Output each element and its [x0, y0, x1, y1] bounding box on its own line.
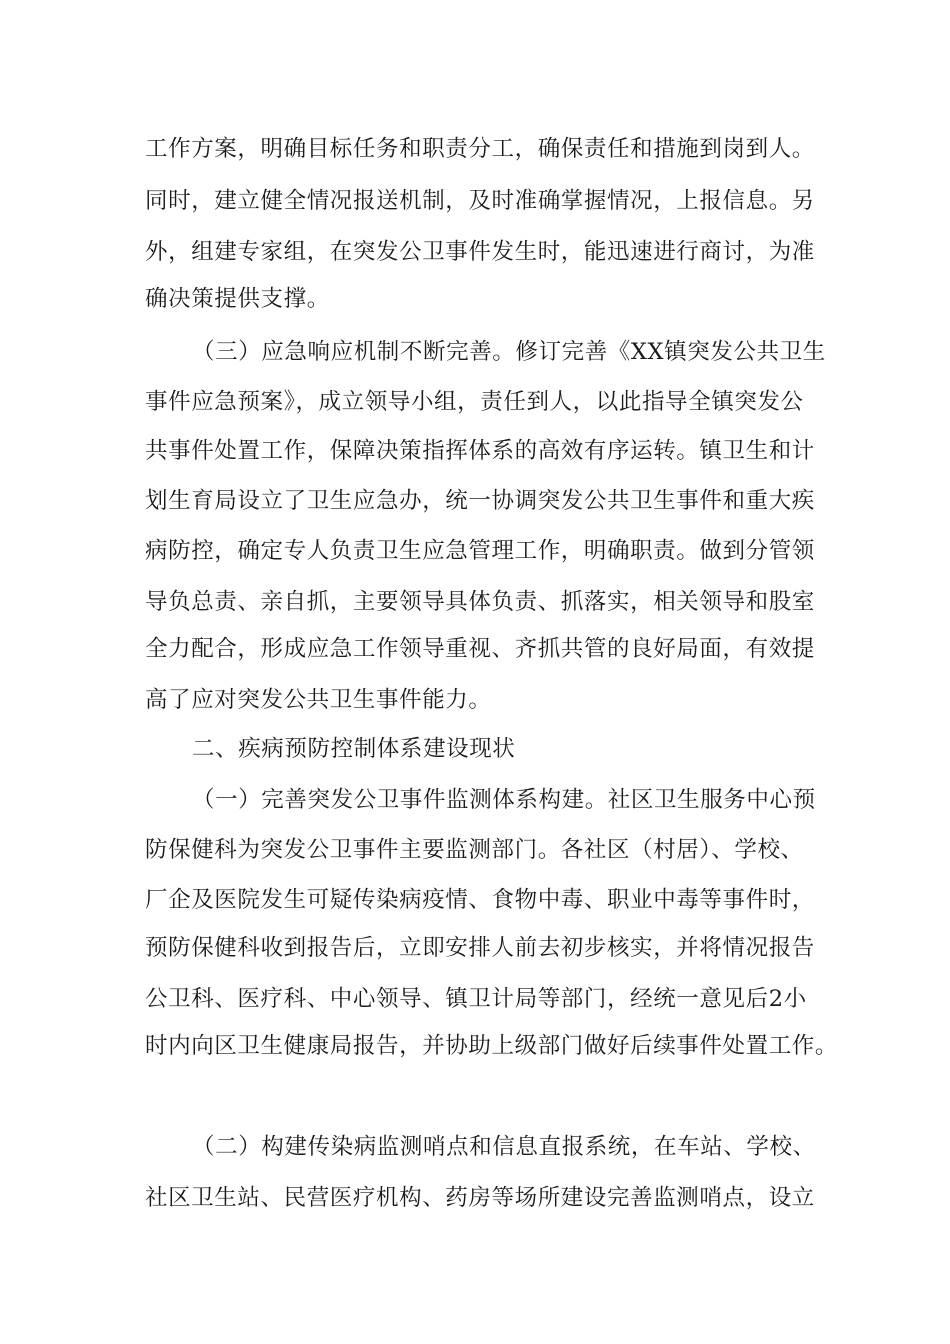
body-text-line: 确决策提供支撑。 [145, 286, 330, 312]
body-text-line: 预防保健科收到报告后，立即安排人前去初步核实，并将情况报告 [145, 935, 815, 961]
body-text-line: 社区卫生站、民营医疗机构、药房等场所建设完善监测哨点，设立 [145, 1185, 815, 1211]
body-text-line: 外，组建专家组，在突发公卫事件发生时，能迅速进行商讨，为准 [145, 239, 815, 265]
body-text-line: 全力配合，形成应急工作领导重视、齐抓共管的良好局面，有效提 [145, 636, 815, 662]
body-text-line: 时内向区卫生健康局报告，并协助上级部门做好后续事件处置工作。 [145, 1033, 839, 1059]
body-text-line: 导负总责、亲自抓，主要领导具体负责、抓落实，相关领导和股室 [145, 589, 815, 615]
body-text-line: 高了应对突发公共卫生事件能力。 [145, 687, 492, 713]
section-heading-line: （三）应急响应机制不断完善。修订完善《XX镇突发公共卫生 [192, 339, 826, 365]
section-heading-line: （二）构建传染病监测哨点和信息直报系统，在车站、学校、 [192, 1134, 816, 1160]
body-text-line: 厂企及医院发生可疑传染病疫情、食物中毒、职业中毒等事件时， [145, 887, 815, 913]
body-text-line: 公卫科、医疗科、中心领导、镇卫计局等部门，经统一意见后2小 [145, 986, 807, 1012]
body-text-line: 事件应急预案》，成立领导小组，责任到人，以此指导全镇突发公 [145, 389, 804, 415]
body-text-line: 工作方案，明确目标任务和职责分工，确保责任和措施到岗到人。 [145, 136, 815, 162]
body-text-line: 病防控，确定专人负责卫生应急管理工作，明确职责。做到分管领 [145, 538, 815, 564]
body-text-line: 共事件处置工作，保障决策指挥体系的高效有序运转。镇卫生和计 [145, 438, 815, 464]
section-heading-line: （一）完善突发公卫事件监测体系构建。社区卫生服务中心预 [192, 787, 816, 813]
body-text-line: 同时，建立健全情况报送机制，及时准确掌握情况，上报信息。另 [145, 188, 815, 214]
body-text-line: 防保健科为突发公卫事件主要监测部门。各社区（村居）、学校、 [145, 837, 804, 863]
chapter-heading: 二、疾病预防控制体系建设现状 [192, 736, 516, 762]
body-text-line: 划生育局设立了卫生应急办，统一协调突发公共卫生事件和重大疾 [145, 488, 815, 514]
